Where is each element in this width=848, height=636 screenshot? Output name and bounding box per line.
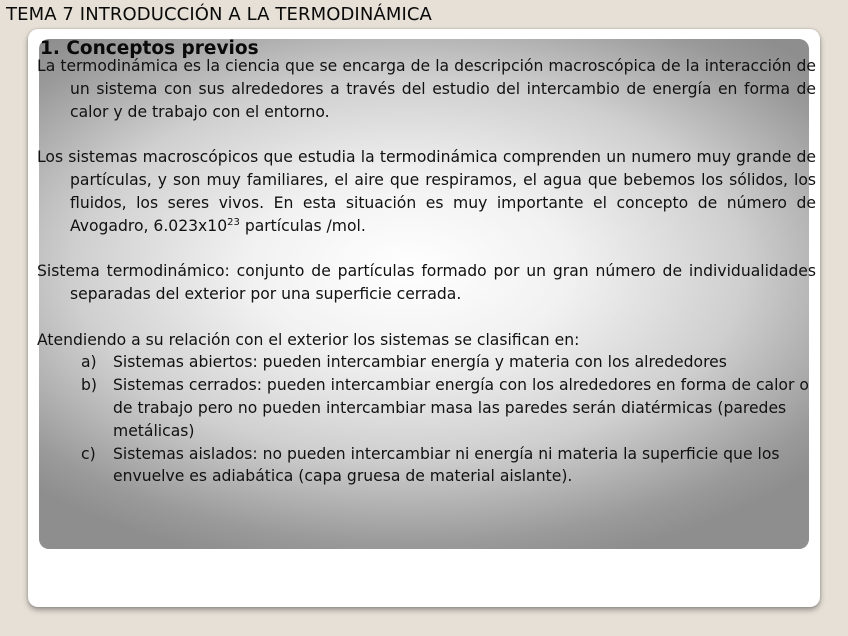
slide-title: TEMA 7 INTRODUCCIÓN A LA TERMODINÁMICA — [6, 4, 432, 25]
list-item-marker: c) — [81, 444, 96, 463]
system-types-list — [37, 351, 816, 488]
paragraph-macroscopic-text: Los sistemas macroscópicos que estudia la termodinámica comprenden un numero muy grande de partículas, y son muy familiares, el aire que respiramos, el agua que bebemos los sólidos, los fluidos, los seres vivos. En esta situación es muy importante el concepto de número de Avogadro, 6.023x10 — [37, 148, 816, 235]
list-item — [37, 351, 812, 374]
slide-body — [37, 55, 816, 488]
paragraph-definition: La termodinámica es la ciencia que se encarga de la descripción macroscópica de la interacción de un sistema con sus alrededores a través del estudio del intercambio de energía en forma de calor y de trabajo con el entorno. — [37, 57, 816, 121]
list-item-text: Sistemas cerrados: pueden intercambiar energía con los alrededores en forma de calor o de trabajo pero no pueden intercambiar masa las paredes serán diatérmicas (paredes metálicas) — [113, 376, 809, 440]
list-item-marker: b) — [81, 376, 97, 395]
paragraph-thermodynamic-system: Sistema termodinámico: conjunto de partículas formado por un gran número de individualidades separadas del exterior por una superficie cerrada. — [37, 262, 816, 303]
section-heading: 1. Conceptos previos — [40, 38, 259, 59]
list-item-text: Sistemas aislados: no pueden intercambiar ni energía ni materia la superficie que los envuelve es adiabática (capa gruesa de material aislante). — [113, 444, 780, 486]
list-item-text: Sistemas abiertos: pueden intercambiar energía y materia con los alrededores — [113, 353, 727, 372]
avogadro-exponent: 23 — [227, 216, 240, 228]
paragraph-macroscopic-systems — [37, 146, 816, 237]
list-item-marker: a) — [81, 353, 97, 372]
list-item — [37, 374, 812, 442]
paragraph-macroscopic-tail: partículas /mol. — [239, 216, 366, 235]
paragraph-classification-intro: Atendiendo a su relación con el exterior los sistemas se clasifican en: — [37, 330, 580, 349]
list-item — [37, 443, 812, 489]
